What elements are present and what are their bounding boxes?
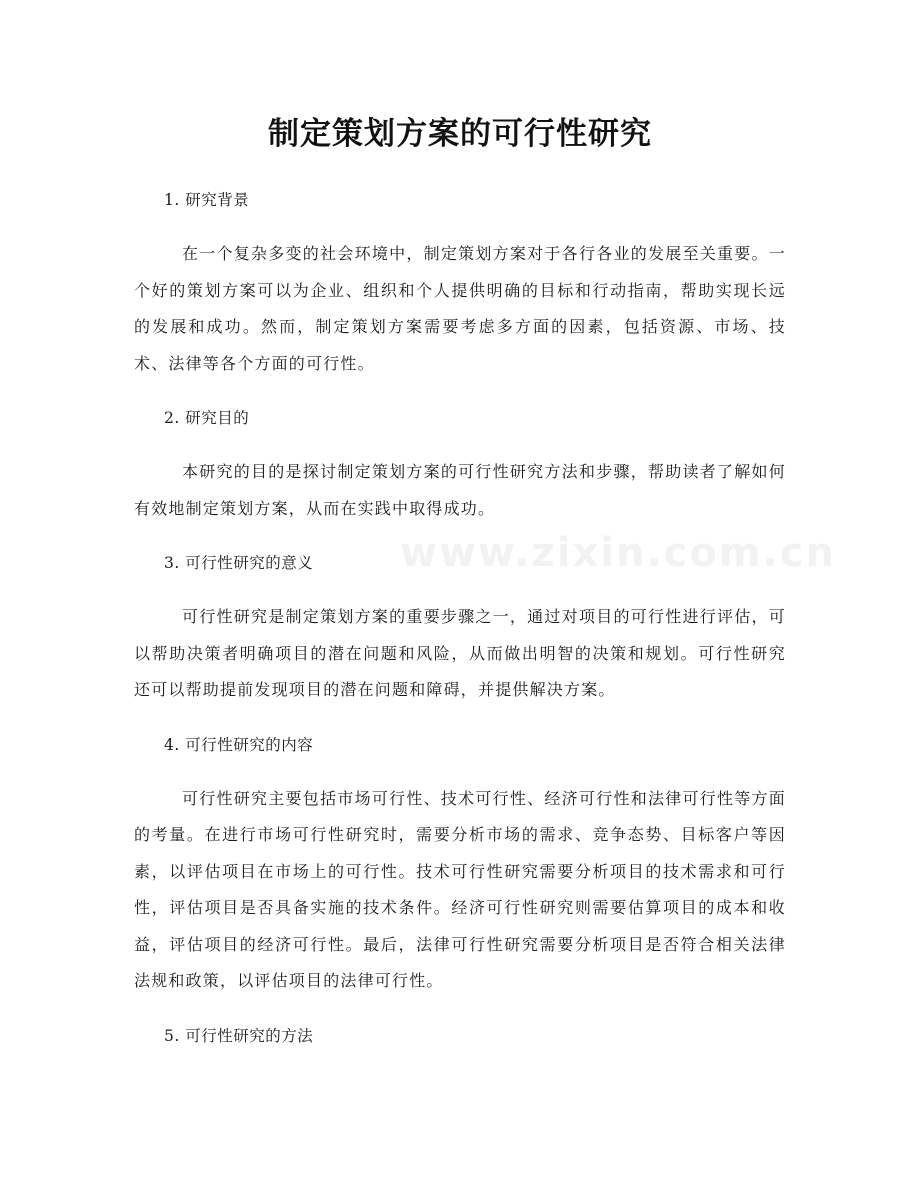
document-title: 制定策划方案的可行性研究 (268, 116, 652, 152)
section-paragraph: 可行性研究主要包括市场可行性、技术可行性、经济可行性和法律可行性等方面的考量。在进行市场可行性研究时，需要分析市场的需求、竞争态势、目标客户等因素，以评估项目在市场上的可行性。技术可行性研究需要分析项目的技术需求和可行性，评估项目是否具备实施的技术条件。经济可行性研究则需要估算项目的成本和收益，评估项目的经济可行性。最后，法律可行性研究需要分析项目是否符合相关法律法规和政策，以评估项目的法律可行性。 (134, 788, 786, 990)
section-methods (134, 1018, 786, 1054)
document-body (134, 182, 786, 1072)
section-heading: 4. 可行性研究的内容 (164, 735, 314, 754)
section-heading: 5. 可行性研究的方法 (164, 1026, 314, 1045)
section-heading: 3. 可行性研究的意义 (164, 554, 314, 572)
section-heading: 2. 研究目的 (164, 409, 250, 427)
section-paragraph: 本研究的目的是探讨制定策划方案的可行性研究方法和步骤，帮助读者了解如何有效地制定策划方案，从而在实践中取得成功。 (134, 462, 786, 518)
watermark: www.zixin.com.cn (400, 530, 836, 576)
section-purpose (134, 400, 786, 527)
section-content (134, 727, 786, 1000)
section-paragraph: 在一个复杂多变的社会环境中，制定策划方案对于各行各业的发展至关重要。一个好的策划方案可以为企业、组织和个人提供明确的目标和行动指南，帮助实现长远的发展和成功。然而，制定策划方案需要考虑多方面的因素，包括资源、市场、技术、法律等各个方面的可行性。 (134, 244, 786, 373)
section-significance (134, 545, 786, 709)
section-heading: 1. 研究背景 (164, 191, 250, 209)
section-background (134, 182, 786, 382)
section-paragraph: 可行性研究是制定策划方案的重要步骤之一，通过对项目的可行性进行评估，可以帮助决策者明确项目的潜在问题和风险，从而做出明智的决策和规划。可行性研究还可以帮助提前发现项目的潜在问题和障碍，并提供解决方案。 (134, 607, 786, 699)
